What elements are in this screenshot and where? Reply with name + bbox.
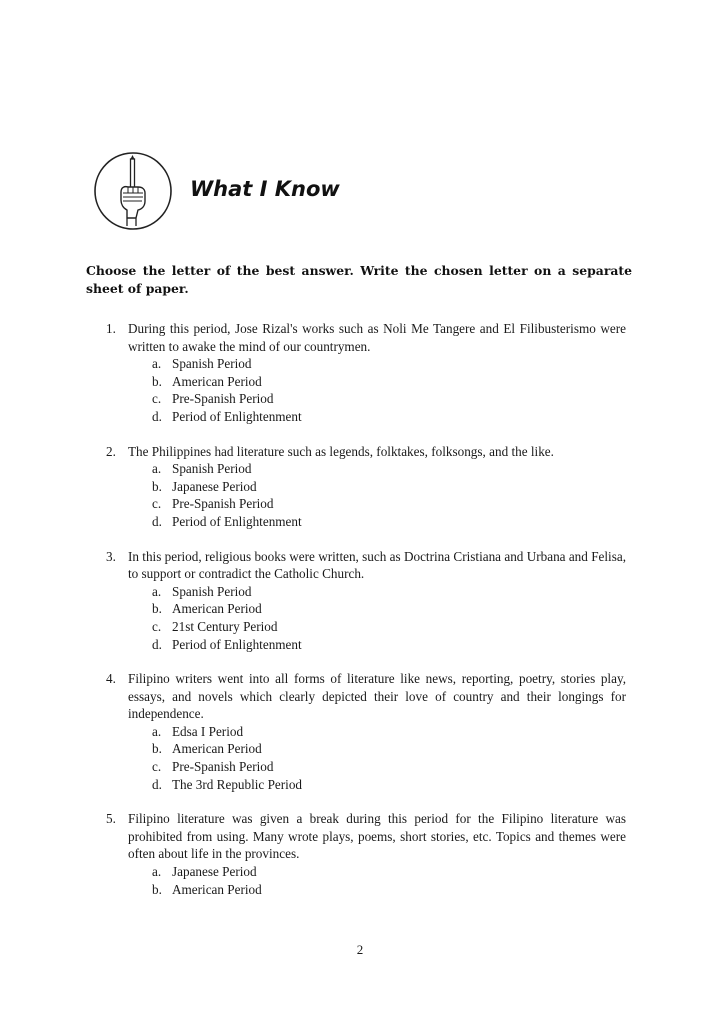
option-text: Period of Enlightenment bbox=[172, 408, 302, 424]
question-text: Filipino writers went into all forms of literature like news, reporting, poetry, stories play, essays, and novels which clearly depicted their love of country and their longings for independence. bbox=[128, 671, 626, 722]
answer-option bbox=[152, 408, 626, 426]
question-text: The Philippines had literature such as legends, folktakes, folksongs, and the like. bbox=[128, 443, 554, 459]
answer-option bbox=[152, 881, 626, 899]
question-row bbox=[106, 548, 626, 583]
answer-option bbox=[152, 618, 626, 636]
question-text: During this period, Jose Rizal's works such as Noli Me Tangere and El Filibusterismo were written to awake the mind of our countrymen. bbox=[128, 321, 626, 354]
option-text: Japanese Period bbox=[172, 864, 257, 880]
option-letter: d. bbox=[152, 513, 162, 529]
answer-options bbox=[106, 355, 626, 425]
answer-option bbox=[152, 776, 626, 794]
section-title: What I Know bbox=[190, 177, 340, 201]
option-text: 21st Century Period bbox=[172, 618, 278, 634]
option-letter: b. bbox=[152, 741, 162, 757]
question-number: 3. bbox=[106, 548, 116, 564]
question-row bbox=[106, 443, 626, 461]
answer-options bbox=[106, 863, 626, 898]
option-letter: a. bbox=[152, 723, 162, 739]
option-letter: b. bbox=[152, 478, 162, 494]
question-item bbox=[106, 810, 626, 898]
question-text: Filipino literature was given a break during this period for the Filipino literature was prohibited from using. Many wrote plays, poems, short stories, etc. Topics and themes were often about life in the provinces. bbox=[128, 811, 626, 862]
option-letter: c. bbox=[152, 496, 162, 512]
page-number: 2 bbox=[356, 942, 364, 957]
option-text: American Period bbox=[172, 881, 262, 897]
answer-option bbox=[152, 723, 626, 741]
question-number: 2. bbox=[106, 443, 116, 459]
section-header bbox=[92, 148, 340, 234]
answer-option bbox=[152, 636, 626, 654]
answer-option bbox=[152, 390, 626, 408]
question-number: 4. bbox=[106, 671, 116, 687]
answer-options bbox=[106, 583, 626, 653]
option-text: Spanish Period bbox=[172, 461, 252, 477]
answer-option bbox=[152, 740, 626, 758]
answer-option bbox=[152, 600, 626, 618]
option-letter: a. bbox=[152, 356, 162, 372]
question-number: 5. bbox=[106, 811, 116, 827]
question-row bbox=[106, 810, 626, 863]
question-item bbox=[106, 320, 626, 426]
option-text: Spanish Period bbox=[172, 356, 252, 372]
option-text: American Period bbox=[172, 741, 262, 757]
option-text: Spanish Period bbox=[172, 583, 252, 599]
option-letter: d. bbox=[152, 776, 162, 792]
question-item bbox=[106, 443, 626, 531]
question-item bbox=[106, 670, 626, 793]
question-row bbox=[106, 670, 626, 723]
answer-option bbox=[152, 495, 626, 513]
option-text: Edsa I Period bbox=[172, 723, 244, 739]
option-letter: b. bbox=[152, 601, 162, 617]
option-letter: b. bbox=[152, 881, 162, 897]
answer-option bbox=[152, 355, 626, 373]
answer-option bbox=[152, 373, 626, 391]
answer-option bbox=[152, 513, 626, 531]
instructions-text: Choose the letter of the best answer. Write the chosen letter on a separate sheet of paper. bbox=[86, 263, 632, 296]
answer-option bbox=[152, 460, 626, 478]
option-letter: c. bbox=[152, 618, 162, 634]
question-list bbox=[106, 320, 626, 915]
question-item bbox=[106, 548, 626, 654]
option-text: Pre-Spanish Period bbox=[172, 496, 274, 512]
option-text: Period of Enlightenment bbox=[172, 513, 302, 529]
option-text: American Period bbox=[172, 373, 262, 389]
option-letter: a. bbox=[152, 461, 162, 477]
option-text: Period of Enlightenment bbox=[172, 636, 302, 652]
option-text: Pre-Spanish Period bbox=[172, 391, 274, 407]
option-text: The 3rd Republic Period bbox=[172, 776, 303, 792]
option-letter: d. bbox=[152, 636, 162, 652]
option-letter: c. bbox=[152, 391, 162, 407]
answer-options bbox=[106, 723, 626, 793]
option-letter: d. bbox=[152, 408, 162, 424]
answer-option bbox=[152, 583, 626, 601]
option-text: American Period bbox=[172, 601, 262, 617]
option-letter: b. bbox=[152, 373, 162, 389]
hand-holding-pencil-icon bbox=[92, 150, 174, 232]
option-letter: c. bbox=[152, 759, 162, 775]
option-letter: a. bbox=[152, 864, 162, 880]
answer-option bbox=[152, 478, 626, 496]
question-number: 1. bbox=[106, 321, 116, 336]
answer-options bbox=[106, 460, 626, 530]
option-text: Japanese Period bbox=[172, 478, 257, 494]
answer-option bbox=[152, 758, 626, 776]
option-text: Pre-Spanish Period bbox=[172, 759, 274, 775]
answer-option bbox=[152, 863, 626, 881]
question-text: In this period, religious books were written, such as Doctrina Cristiana and Urbana and Felisa, to support or contradict the Catholic Church. bbox=[128, 548, 626, 582]
option-letter: a. bbox=[152, 583, 162, 599]
question-row bbox=[106, 320, 626, 355]
